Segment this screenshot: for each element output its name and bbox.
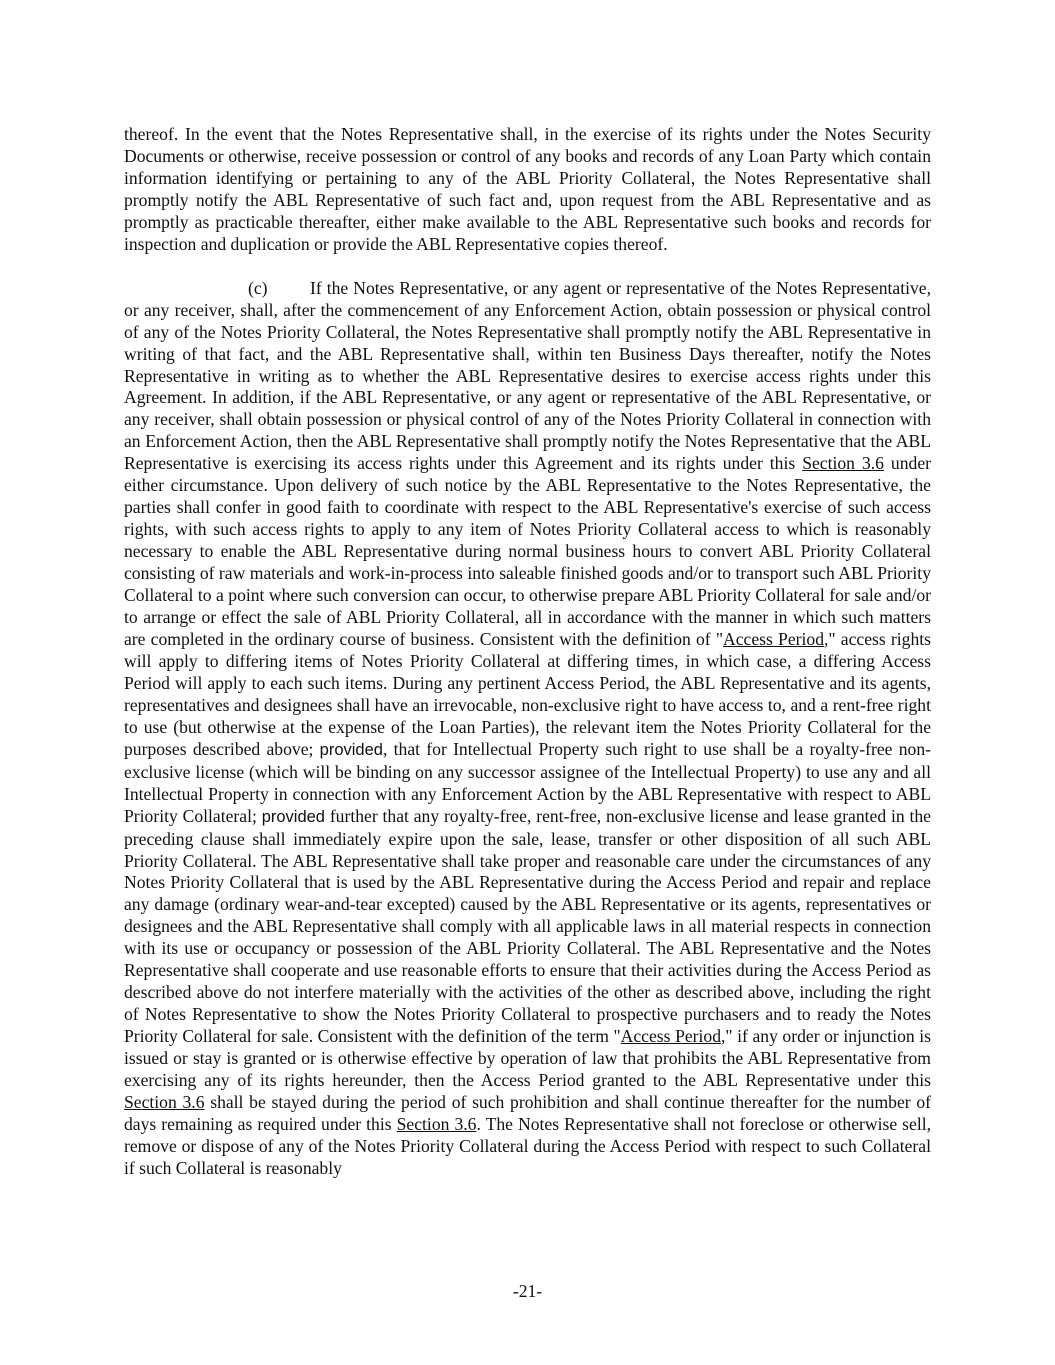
text-run: ," if any order or injunction is issued or stay is granted or is otherwise effective by operation of law that prohibits the ABL Representative from exercising any of its rights hereunder, then the Access Period granted to the ABL Representative under this: [124, 1026, 931, 1091]
document-body: [124, 124, 931, 1180]
text-run: ," access rights will apply to differing items of Notes Priority Collateral at differing times, in which case, a differing Access Period will apply to each such items. During any pertinent Access Period, the ABL Representative and its agents, representatives and designees shall have an irrevocable, non-exclusive right to have access to, and a rent-free right to use (but otherwise at the expense of the Loan Parties), the relevant item the Notes Priority Collateral for the purposes described above;: [124, 628, 931, 759]
cross-reference: Section 3.6: [124, 1091, 205, 1112]
text-run: further that any royalty-free, rent-free, non-exclusive license and lease granted in the preceding clause shall immediately expire upon the sale, lease, transfer or other disposition of all such ABL Priority Collateral. The ABL Representative shall take proper and reasonable care under the circumstances of any Notes Priority Collateral that is used by the ABL Representative during the Access Period and repair and replace any damage (ordinary wear-and-tear excepted) caused by the ABL Representative or its agents, representatives or designees and the ABL Representative shall comply with all applicable laws in all material respects in connection with its use or occupancy or possession of the ABL Priority Collateral. The ABL Representative and the Notes Representative shall cooperate and use reasonable efforts to ensure that their activities during the Access Period as described above do not interfere materially with the activities of the other as described above, including the right of Notes Representative to show the Notes Priority Collateral to prospective purchasers and to ready the Notes Priority Collateral for sale. Consistent with the definition of the term ": [124, 805, 931, 1047]
text-run: shall be stayed during the period of such prohibition and shall continue thereafter for the number of days remaining as required under this: [124, 1091, 931, 1134]
defined-term-reference: Access Period: [723, 628, 824, 649]
paragraph-c: [124, 278, 931, 1180]
clause-label: (c): [248, 277, 268, 298]
text-run: . The Notes Representative shall not foreclose or otherwise sell, remove or dispose of any of the Notes Priority Collateral during the Access Period with respect to such Collateral if such Collateral is reasonably: [124, 1113, 932, 1178]
cross-reference: Section 3.6: [396, 1113, 477, 1134]
text-run: under either circumstance. Upon delivery of such notice by the ABL Representative to the Notes Representative, the parties shall confer in good faith to coordinate with respect to the ABL Representative's exercise of such access rights, with such access rights to apply to any item of Notes Priority Collateral access to which is reasonably necessary to enable the ABL Representative during normal business hours to convert ABL Priority Collateral consisting of raw materials and work-in-process into saleable finished goods and/or to transport such ABL Priority Collateral to a point where such conversion can occur, to otherwise prepare ABL Priority Collateral for sale and/or to arrange or effect the sale of ABL Priority Collateral, all in accordance with the manner in which such matters are completed in the ordinary course of business. Consistent with the definition of ": [124, 453, 931, 649]
text-run: , that for Intellectual Property such right to use shall be a royalty-free non-exclusive license (which will be binding on any successor assignee of the Intellectual Property) to use any and all Intellectual Property in connection with any Enforcement Action by the ABL Representative with respect to ABL Priority Collateral;: [124, 738, 931, 826]
defined-term-reference: Access Period: [620, 1026, 721, 1047]
text-run: If the Notes Representative, or any agent or representative of the Notes Representative, or any receiver, shall, after the commencement of any Enforcement Action, obtain possession or physical control of any of the Notes Priority Collateral, the Notes Representative shall promptly notify the ABL Representative in writing of that fact, and the ABL Representative shall, within ten Business Days thereafter, notify the Notes Representative in writing as to whether the ABL Representative desires to exercise access rights under this Agreement. In addition, if the ABL Representative, or any agent or representative of the ABL Representative, or any receiver, shall obtain possession or physical control of any of the Notes Priority Collateral in connection with an Enforcement Action, then the ABL Representative shall promptly notify the Notes Representative that the ABL Representative is exercising its access rights under this Agreement and its rights under this: [124, 277, 931, 474]
paragraph-continuation: thereof. In the event that the Notes Representative shall, in the exercise of its rights under the Notes Security Documents or otherwise, receive possession or control of any books and records of any Loan Party which contain information identifying or pertaining to any of the ABL Priority Collateral, the Notes Representative shall promptly notify the ABL Representative of such fact and, upon request from the ABL Representative and as promptly as practicable thereafter, either make available to the ABL Representative such books and records for inspection and duplication or provide the ABL Representative copies thereof.: [124, 124, 931, 254]
proviso-term: provided: [261, 807, 325, 826]
page-number: -21-: [512, 1281, 543, 1301]
proviso-term: provided: [319, 740, 383, 759]
cross-reference: Section 3.6: [802, 453, 884, 474]
